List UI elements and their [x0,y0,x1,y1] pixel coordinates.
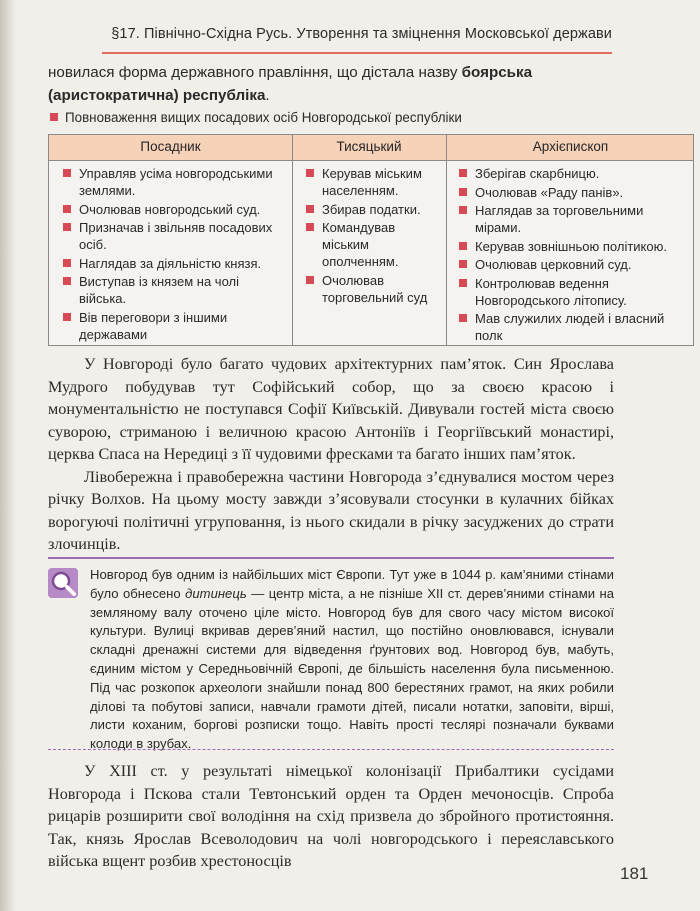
magnifier-icon [48,568,78,598]
column-divider [292,135,293,345]
box-text-part: — центр міста, а не пізніше XII ст. дерев’яними стінами на земляному валу оточено ціле місто. Новгород був для свого часу містом високої культури. Вулиці вкривав дерев’яний настил, що постійно оновлювався, існували складні дренажні системи для відведення ґрунтових вод. Новгород був, мабуть, єдиним містом у Середньовічній Європі, де більшість населення була письменною. Під час розкопок археологи знайшли понад 800 берестяних грамот, на яких робили ділові та побутові записи, навчали грамоти дітей, писали нотатки, заповіти, вірші, листи коханим, боргові розписки тощо. Навіть прості теслярі позначали буквами колоди в зрубах. [90,585,615,752]
box-bottom-rule [48,749,614,750]
column-header-posadnyk: Посадник [140,139,201,154]
list-item: Зберігав скарбницю. [459,165,691,182]
list-item: Призначав і звільняв посадових осіб. [63,219,285,253]
list-item: Вів переговори з іншими державами [63,309,285,343]
list-item: Наглядав за торговельними мірами. [459,202,691,236]
list-item: Очолював торговельний суд [306,272,442,306]
intro-text: новилася форма державного правління, що дістала назву [48,64,462,81]
paragraph: У XIII ст. у результаті німецької колонізації Прибалтики сусідами Новгорода і Пскова стали Тевтонський орден та Орден мечоносців. Спроба рицарів розширити свої володіння на схід призвела до збройного протистояння. Так, князь Ярослав Всеволодович на чолі новгородського і переяславського війська вщент розбив хрестоносців [48,762,614,870]
box-text-part: Новгород був одним із найбільших міст Європи. Тут уже в 1044 р. кам’яними стінами було обнесено [90,567,614,601]
column-posadnyk [63,165,285,344]
running-header: §17. Північно-Східна Русь. Утворення та зміцнення Московської держави [111,26,612,42]
header-rule [102,52,612,54]
list-item: Очолював церковний суд. [459,256,691,273]
list-item: Наглядав за діяльністю князя. [63,255,285,272]
intro-paragraph [48,61,618,107]
box-top-rule [48,557,614,559]
list-item: Збирав податки. [306,201,442,218]
main-text [48,353,614,556]
table-caption-text: Повноваження вищих посадових осіб Новгородської республіки [65,110,462,125]
list-item: Виступав із князем на чолі війська. [63,273,285,307]
page-gutter-shadow [0,0,16,911]
column-tysiatskyi [306,165,442,307]
box-italic-term: дитинець [185,585,247,601]
list-item: Командував міським ополченням. [306,219,442,270]
info-box-text [90,566,614,754]
list-item: Керував зовнішньою політикою. [459,238,691,255]
list-item: Очолював «Раду панів». [459,184,691,201]
column-header-arkhiiepyskop: Архієпископ [532,139,609,154]
list-item: Управляв усіма новгородськими землями. [63,165,285,199]
final-text [48,760,614,873]
officials-table [48,134,694,346]
intro-end: . [265,87,270,104]
list-item: Керував міським населенням. [306,165,442,199]
intro-bold-term: боярська (аристократична) республіка [48,64,533,104]
page-number: 181 [620,864,649,883]
column-header-tysiatskyi: Тисяцький [336,139,402,154]
paragraph: Лівобережна і правобережна частини Новгорода з’єднувалися мостом через річку Волхов. На цьому мосту завжди з’ясовували стосунки в кулачних бійках ворогуючі політичні угруповання, із нього скидали в річку засуджених до страти злочинців. [48,467,614,553]
bullet-square-icon [50,113,58,121]
column-divider [446,135,447,345]
list-item: Очолював новгородський суд. [63,201,285,218]
paragraph: У Новгороді було багато чудових архітектурних пам’яток. Син Ярослава Мудрого побудував тут Софійський собор, що за своєю красою і монументальністю не поступався Софії Київській. Дивували гостей міста своєю суворою, стриманою і величною красою Антоніїв і Георгіївський монастирі, церква Спаса на Нередиці з її чудовими фресками та багато інших пам’яток. [48,355,614,463]
list-item: Контролював ведення Новгородського літопису. [459,275,691,309]
table-header-row [49,135,693,161]
column-arkhiiepyskop [459,165,691,346]
list-item: Мав служилих людей і власний полк [459,310,691,344]
table-caption [50,110,610,125]
